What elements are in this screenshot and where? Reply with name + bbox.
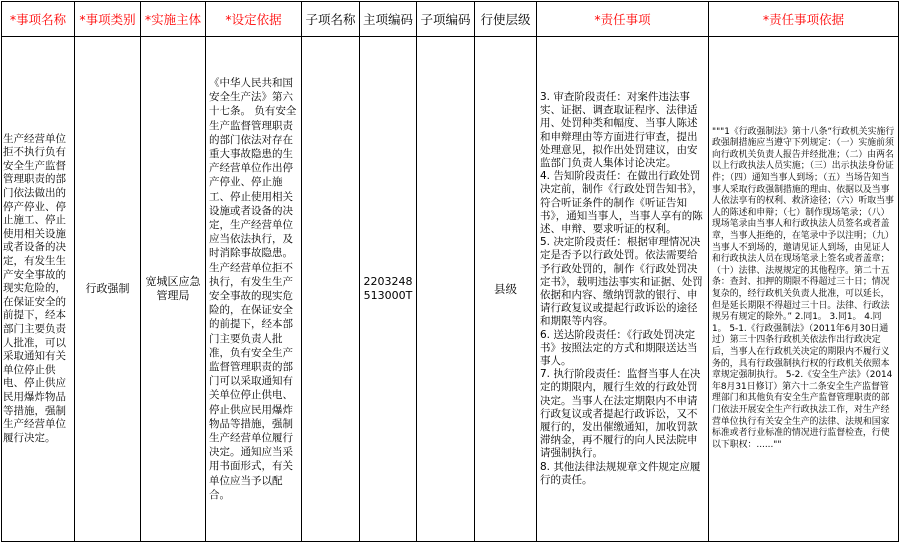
header-item-category: *事项类别 [75, 2, 141, 37]
cell-exercise-level: 县级 [475, 37, 537, 542]
table-row [2, 37, 899, 542]
header-row [2, 2, 899, 37]
cell-implementing-body: 宽城区应急管理局 [141, 37, 206, 542]
header-sub-item-name: 子项名称 [302, 2, 360, 37]
header-legal-basis: *设定依据 [206, 2, 302, 37]
cell-responsibility-basis: """1《行政强制法》第十八条“行政机关实施行政强制措施应当遵守下列规定：（一）实施前须向行政机关负责人报告并经批准；（二）由两名以上行政执法人员实施；（三）出示执法身份证件；（四）通知当事人到场；（五）当场告知当事人采取行政强制措施的理由、依据以及当事人依法享有的权利、救济途径；（六）听取当事人的陈述和申辩；（七）制作现场笔录；（八）现场笔录由当事人和行政执法人员签名或者盖章，当事人拒绝的，在笔录中予以注明；（九）当事人不到场的，邀请见证人到场，由见证人和行政执法人员在现场笔录上签名或者盖章；（十）法律、法规规定的其他程序。第二十五条：查封、扣押的期限不得超过三十日；情况复杂的，经行政机关负责人批准，可以延长，但是延长期限不得超过三十日。法律、行政法规另有规定的除外。” 2.同1。 3.同1。 4.同1。 5-1.《行政强制法》（2011年6月30日通过）第三十四条行政机关依法作出行政决定后，当事人在行政机关决定的期限内不履行义务的，具有行政强制执行权的行政机关依照本章规定强制执行。 5-2.《安全生产法》（2014年8月31日修订）第六十二条安全生产监督管理部门和其他负有安全生产监督管理职责的部门依法开展安全生产行政执法工作，对生产经营单位执行有关安全生产的法律、法规和国家标准或者行业标准的情况进行监督检查，行使以下职权：......"" [709, 37, 899, 542]
cell-main-item-code: 2203248513000T [360, 37, 417, 542]
header-exercise-level: 行使层级 [475, 2, 537, 37]
header-implementing-body: *实施主体 [141, 2, 206, 37]
header-sub-item-code: 子项编码 [417, 2, 475, 37]
cell-legal-basis: 《中华人民共和国安全生产法》第六十七条。 负有安全生产监督管理职责的部门依法对存在重大事故隐患的生产经营单位作出停产停业、停止施工、停止使用相关设施或者设备的决定，生产经营单位应当依法执行，及时消除事故隐患。生产经营单位拒不执行，有发生生产安全事故的现实危险的，在保证安全的前提下，经本部门主要负责人批准，负有安全生产监督管理职责的部门可以采取通知有关单位停止供电、停止供应民用爆炸物品等措施，强制生产经营单位履行决定。通知应当采用书面形式，有关单位应当予以配合。 [206, 37, 302, 542]
header-main-item-code: 主项编码 [360, 2, 417, 37]
cell-responsibility-items: 3. 审查阶段责任：对案件违法事实、证据、调查取证程序、法律适用、处罚种类和幅度、当事人陈述和申辩理由等方面进行审查，提出处理意见，拟作出处罚建议，由安监部门负责人集体讨论决定。 4. 告知阶段责任：在做出行政处罚决定前，制作《行政处罚告知书》，符合听证条件的制作《听证告知书》，通知当事人，当事人享有的陈述、申辩、要求听证的权利。 5. 决定阶段责任：根据审理情况决定是否予以行政处罚。依法需要给予行政处罚的，制作《行政处罚决定书》，载明违法事实和证据、处罚依据和内容、缴纳罚款的银行、申请行政复议或提起行政诉讼的途径和期限等内容。 6. 送达阶段责任：《行政处罚决定书》按照法定的方式和期限送达当事人。 7. 执行阶段责任：监督当事人在决定的期限内，履行生效的行政处罚决定。当事人在法定期限内不申请行政复议或者提起行政诉讼，又不履行的，发出催缴通知，加收罚款滞纳金，再不履行的向人民法院申请强制执行。 8. 其他法律法规规章文件规定应履行的责任。 [537, 37, 709, 542]
administrative-items-table [1, 1, 899, 542]
header-responsibility-basis: *责任事项依据 [709, 2, 899, 37]
cell-sub-item-name [302, 37, 360, 542]
header-item-name: *事项名称 [2, 2, 75, 37]
cell-sub-item-code [417, 37, 475, 542]
header-responsibility-items: *责任事项 [537, 2, 709, 37]
cell-item-name: 生产经营单位拒不执行负有安全生产监督管理职责的部门依法做出的停产停业、停止施工、停止使用相关设施或者设备的决定，有发生生产安全事故的现实危险的，在保证安全的前提下，经本部门主要负责人批准，可以采取通知有关单位停止供电、停止供应民用爆炸物品等措施，强制生产经营单位履行决定。 [2, 37, 75, 542]
cell-item-category: 行政强制 [75, 37, 141, 542]
